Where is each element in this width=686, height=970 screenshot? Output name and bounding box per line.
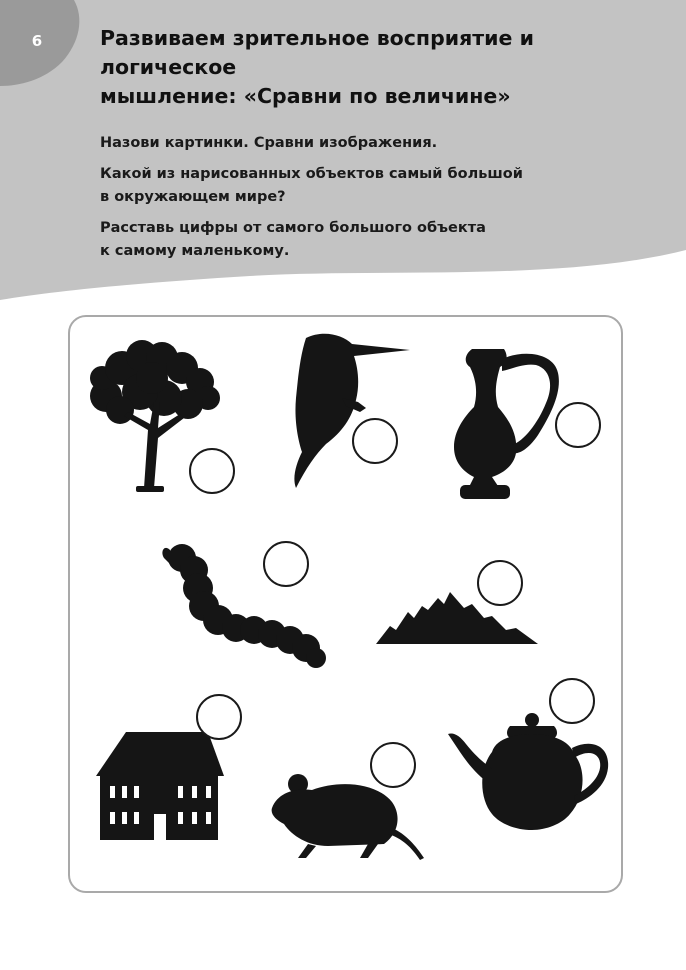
house-answer-circle[interactable] bbox=[196, 694, 242, 740]
mouse-answer-circle[interactable] bbox=[370, 742, 416, 788]
tree-answer-circle[interactable] bbox=[189, 448, 235, 494]
mountain-answer-circle[interactable] bbox=[477, 560, 523, 606]
title-line-1: Развиваем зрительное восприятие и логическое bbox=[100, 26, 534, 79]
teapot-answer-circle[interactable] bbox=[549, 678, 595, 724]
instruction-question bbox=[100, 163, 570, 209]
instruction-order-line-1: Расставь цифры от самого большого объекта bbox=[100, 220, 486, 236]
instruction-question-line-2: в окружающем мире? bbox=[100, 189, 286, 205]
instruction-name-pictures: Назови картинки. Сравни изображения. bbox=[100, 135, 438, 151]
instructions bbox=[100, 132, 570, 271]
page-title bbox=[100, 24, 660, 111]
teapot-icon bbox=[446, 712, 610, 832]
instruction-order-line-2: к самому маленькому. bbox=[100, 243, 290, 259]
title-line-2: мышление: «Сравни по величине» bbox=[100, 84, 511, 108]
caterpillar-answer-circle[interactable] bbox=[263, 541, 309, 587]
instruction-question-line-1: Какой из нарисованных объектов самый большой bbox=[100, 166, 523, 182]
instruction-order bbox=[100, 217, 570, 263]
jug-answer-circle[interactable] bbox=[555, 402, 601, 448]
house-icon bbox=[96, 730, 224, 842]
page-badge bbox=[0, 0, 110, 100]
woodpecker-icon bbox=[286, 328, 412, 494]
woodpecker-answer-circle[interactable] bbox=[352, 418, 398, 464]
jug-icon bbox=[448, 345, 566, 501]
page-number: 6 bbox=[31, 32, 43, 50]
